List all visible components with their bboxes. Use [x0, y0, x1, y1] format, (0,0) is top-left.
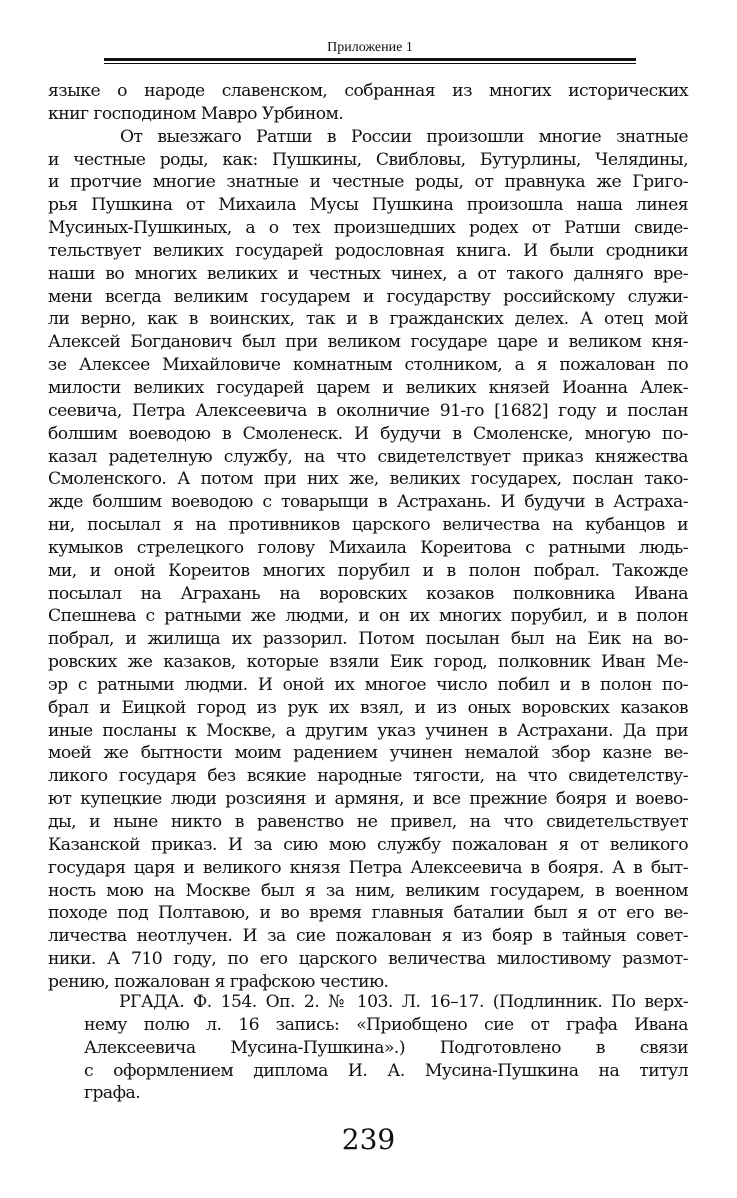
text-line: ность мою на Москве был я за ним, великим государем, в военном: [48, 880, 688, 901]
text-line: болшим воеводою в Смоленеск. И будучи в Смоленске, многую по-: [48, 423, 688, 444]
text-line: казал радетелную службу, на что свидетелствует приказ княжества: [48, 446, 688, 467]
text-line: зе Алексее Михайловиче комнатным столником, а я пожалован по: [48, 355, 688, 376]
text-line: ники. А 710 году, по его царского величества милостивому размот-: [48, 949, 688, 970]
text-line: Алексей Богданович был при великом государе царе и великом кня-: [48, 332, 688, 353]
text-line: ми, и оной Кореитов многих порубил и в полон побрал. Такожде: [48, 560, 688, 581]
text-line: Спешнева с ратными же людми, и он их многих порубил, и в полон: [48, 606, 688, 627]
text-line: мени всегда великим государем и государству российскому служи-: [48, 286, 688, 307]
text-line: походе под Полтавою, и во время главныя баталии был я от его ве-: [48, 903, 688, 924]
text-line: государя царя и великого князя Петра Алексеевича в бояря. А в быт-: [48, 857, 688, 878]
text-line: Смоленского. А потом при них же, великих государех, послан тако-: [48, 469, 688, 490]
text-line: побрал, и жилища их раззорил. Потом посылан был на Еик на во-: [48, 629, 688, 650]
text-line: сеевича, Петра Алексеевича в околничие 91-го [1682] году и послан: [48, 400, 688, 421]
text-line: наши во многих великих и честных чинех, а от такого далняго вре-: [48, 263, 688, 284]
note-line: Алексеевича Мусина-Пушкина».) Подготовлено в связи: [84, 1037, 688, 1058]
text-line: рья Пушкина от Михаила Мусы Пушкина произошла наша линея: [48, 195, 688, 216]
page-number: 239: [341, 1123, 396, 1156]
running-head: Приложение 1: [327, 40, 413, 55]
text-line: ют купецкие люди розсияня и армяня, и все прежние бояря и воево-: [48, 789, 688, 810]
text-line: языке о народе славенском, собранная из многих исторических: [48, 81, 688, 101]
text-line: личества неотлучен. И за сие пожалован я из бояр в тайныя совет-: [48, 926, 688, 947]
text-line: ликого государя без всякие народные тягости, на что свидетелству-: [48, 766, 688, 787]
text-line: и протчие многие знатные и честные роды, от правнука же Григо-: [48, 172, 688, 193]
note-line: РГАДА. Ф. 154. Оп. 2. № 103. Л. 16–17. (Подлинник. По верх-: [119, 992, 688, 1012]
text-line: и честные роды, как: Пушкины, Свибловы, Бутурлины, Челядины,: [48, 149, 688, 170]
text-line: эр с ратными людми. И оной их многое число побил и в полон по-: [48, 674, 688, 695]
text-line: ды, и ныне никто в равенство не привел, на что свидетельствует: [48, 812, 688, 832]
text-line: ни, посылал я на противников царского величества на кубанцов и: [48, 515, 688, 536]
text-line: кумыков стрелецкого голову Михаила Кореитова с ратными людь-: [48, 537, 688, 558]
text-line: книг господином Мавро Урбином.: [48, 103, 344, 124]
text-line: иные посланы к Москве, а другим указ учинен в Астрахани. Да при: [48, 720, 688, 741]
text-line: милости великих государей царем и великих князей Иоанна Алек-: [48, 377, 688, 398]
note-line: графа.: [84, 1083, 141, 1104]
text-line: От выезжаго Ратши в России произошли многие знатные: [120, 126, 688, 147]
text-line: моей же бытности моим радением учинен немалой збор казне ве-: [48, 743, 688, 764]
text-line: Мусиных-Пушкиных, а о тех произшедших родех от Ратши свиде-: [48, 218, 688, 239]
text-line: брал и Еицкой город из рук их взял, и из оных воровских казаков: [48, 697, 688, 718]
header-rule-thin: [104, 63, 636, 64]
body-text: [48, 80, 688, 994]
text-line: тельствует великих государей родословная книга. И были сродники: [48, 240, 688, 261]
text-line: посылал на Аграхань на воровских козаков полковника Ивана: [48, 583, 688, 604]
header-rule-thick: [104, 58, 636, 61]
text-line: Казанской приказ. И за сию мою службу пожалован я от великого: [48, 834, 688, 855]
text-line: ровских же казаков, которые взяли Еик город, полковник Иван Ме-: [48, 652, 688, 673]
text-line: ли верно, как в воинских, так и в гражданских делех. А отец мой: [48, 309, 688, 330]
note-line: с оформлением диплома И. А. Мусина-Пушкина на титул: [84, 1060, 688, 1081]
text-line: рению, пожалован я графскою честию.: [48, 971, 389, 992]
archival-note: [48, 991, 688, 1105]
text-line: жде болшим воеводою с товарыщи в Астрахань. И будучи в Астраха-: [48, 492, 688, 513]
note-line: нему полю л. 16 запись: «Приобщено сие от графа Ивана: [84, 1014, 688, 1035]
